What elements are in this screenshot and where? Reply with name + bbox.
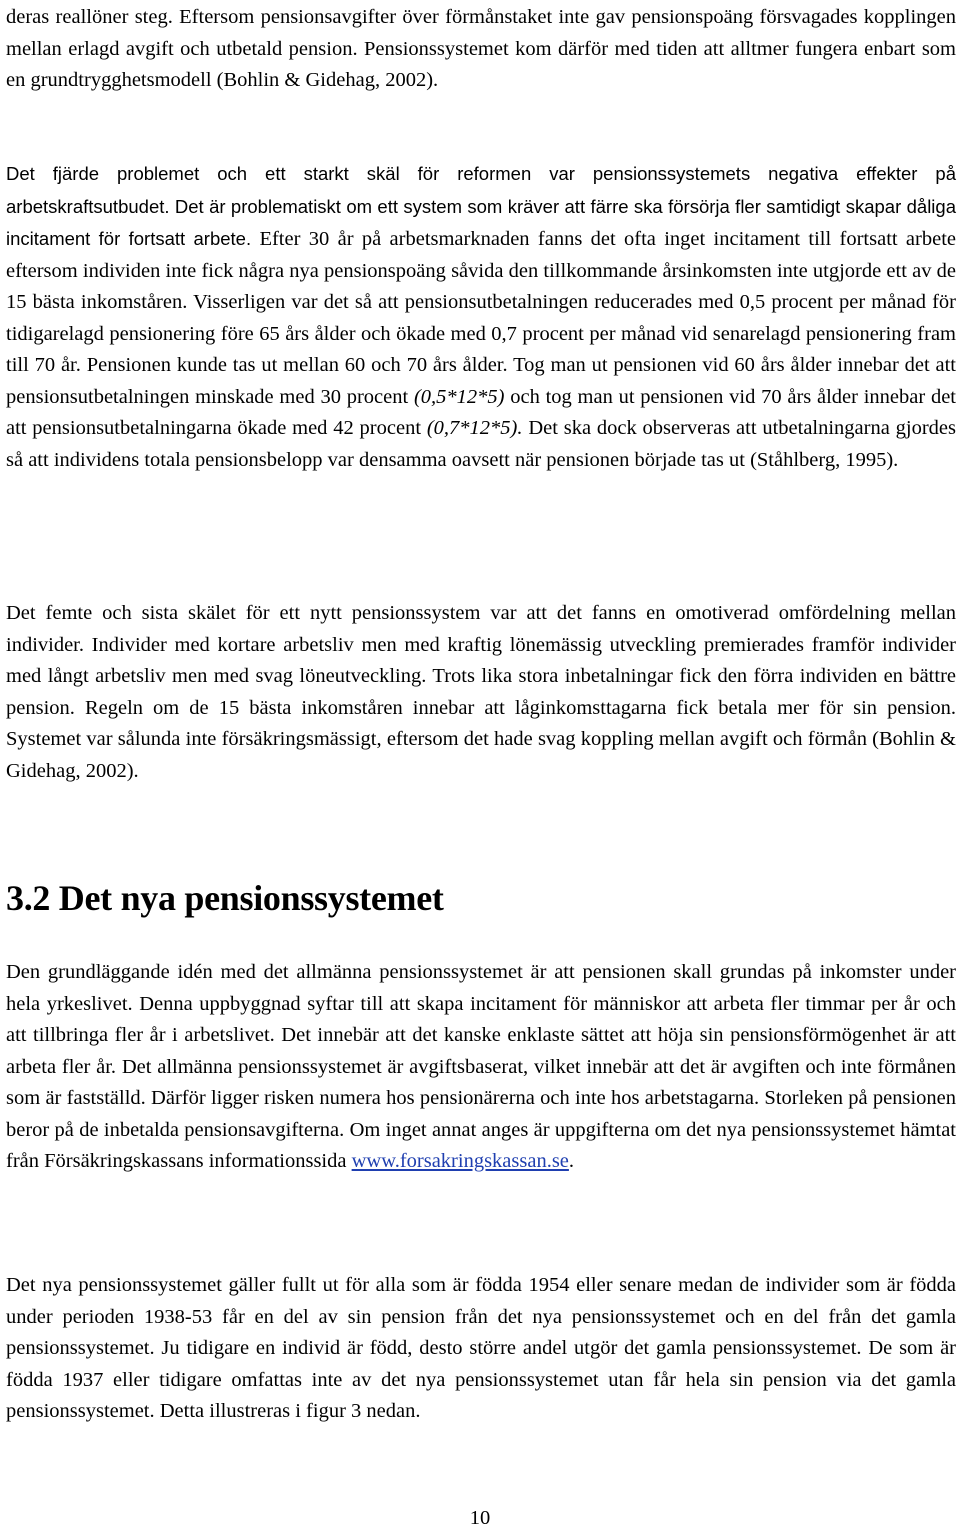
page-number: 10 <box>469 1507 491 1529</box>
section-heading: 3.2 Det nya pensionssystemet <box>6 878 444 918</box>
paragraph-text: Den grundläggande idén med det allmänna pensionssystemet är att pensionen skall grundas på inkomster under hela yrkeslivet. Denna uppbyggnad syftar till att skapa incitament för människor att arbeta fler timmar per år och att tillbringa fler år i arbetslivet. Det innebär att det kanske enklaste sättet att höja sin pensionsförmögenhet är att arbeta fler år. Det allmänna pensionssystemet är avgiftsbaserat, vilket innebär att det är avgiften och inte förmånen som är fastställd. Därför ligger risken numera hos pensionärerna och inte hos arbetstagarna. Storleken på pensionen beror på de inbetalda pensionsavgifterna. Om inget annat anges är uppgifterna om det nya pensionssystemet hämtat från Försäkringskassans informationssida <box>6 961 956 1172</box>
paragraph-text: Efter 30 år på arbetsmarknaden fanns det ofta inget incitament till fortsatt arbete eftersom individen inte fick några nya pensionspoäng såvida den tillkommande årsinkomsten inte utgjorde ett av de 15 bästa inkomståren. Visserligen var det så att pensionsutbetalningen reducerades med 0,5 procent per månad för tidigarelagd pensionering före 65 års ålder och ökade med 0,7 procent per månad vid senarelagd pensionering fram till 70 år. Pensionen kunde tas ut mellan 60 och 70 års ålder. Tog man ut pensionen vid 60 års ålder innebar det att pensionsutbetalningen minskade med 30 procent <box>6 228 957 408</box>
paragraph-transition <box>6 1270 956 1428</box>
formula-early-retirement: (0,5*12*5) <box>413 385 505 408</box>
paragraph-text: Det femte och sista skälet för ett nytt pensionssystem var att det fanns en omotiverad omfördelning mellan individer. Individer med kortare arbetsliv men med kraftig lönemässig utveckling premierades framför individer med långt arbetsliv men med svag löneutveckling. Trots lika stora inbetalningar fick den förra individen en bättre pension. Regeln om de 15 bästa inkomståren innebar att låginkomsttagarna fick betala mer för sin pension. Systemet var sålunda inte försäkringsmässigt, eftersom det hade svag koppling mellan avgift och förmån (Bohlin & Gidehag, 2002). <box>6 602 956 782</box>
formula-late-retirement: (0,7*12*5). <box>426 417 523 439</box>
paragraph-text: Det ska dock observeras att utbetalningarna gjordes så att individens totala pensionsbelopp var densamma oavsett när pensionen började tas ut (Ståhlberg, 1995). <box>6 417 956 471</box>
paragraph-end: . <box>568 1150 575 1172</box>
paragraph-lead-sans: Det fjärde problemet och ett starkt skäl för reformen var pensionssystemets negativa effekter på arbetskraftsutbudet. Det är problematiskt om ett system som kräver att färre ska försörja fler samtidigt skapar dåliga incitament för fortsatt arbete. <box>6 163 956 249</box>
forsakringskassan-link[interactable]: www.forsakringskassan.se <box>351 1150 569 1172</box>
paragraph-redistribution <box>6 598 956 787</box>
paragraph-text: och tog man ut pensionen vid 70 års ålder innebar det att pensionsutbetalningarna ökade med 42 procent <box>6 385 956 439</box>
paragraph-pension-cap <box>6 2 956 97</box>
paragraph-new-system <box>6 957 956 1178</box>
paragraph-labour-supply <box>6 158 956 476</box>
paragraph-text: deras reallöner steg. Eftersom pensionsavgifter över förmånstaket inte gav pensionspoäng försvagades kopplingen mellan erlagd avgift och utbetald pension. Pensionssystemet kom därför med tiden att alltmer fungera enbart som en grundtrygghetsmodell (Bohlin & Gidehag, 2002). <box>6 6 956 91</box>
paragraph-text: Det nya pensionssystemet gäller fullt ut för alla som är födda 1954 eller senare medan de individer som är födda under perioden 1938-53 får en del av sin pension från det nya pensionssystemet och en del från det gamla pensionssystemet. Ju tidigare en individ är född, desto större andel utgör det gamla pensionssystemet. De som är födda 1937 eller tidigare omfattas inte av det nya pensionssystemet utan får hela sin pension via det gamla pensionssystemet. Detta illustreras i figur 3 nedan. <box>6 1274 956 1422</box>
